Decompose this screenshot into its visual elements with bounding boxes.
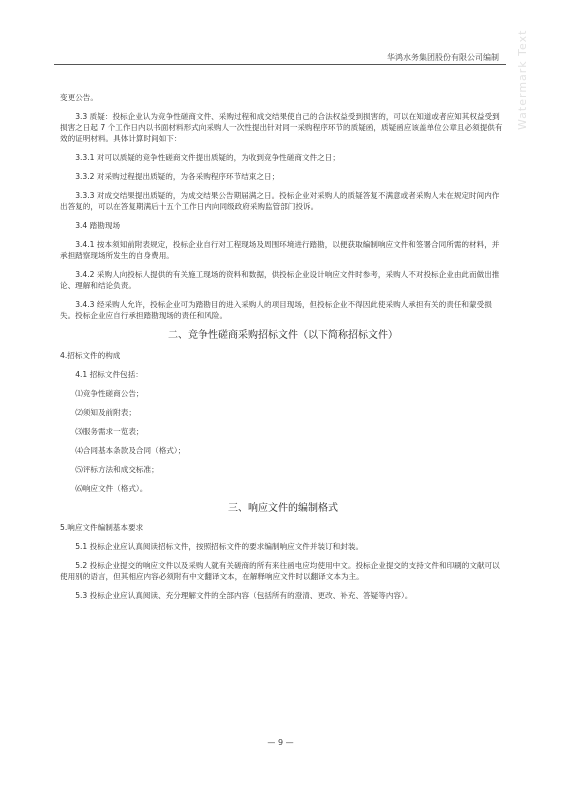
paragraph-5-3: 5.3 投标企业应认真阅读、充分理解文件的全部内容（包括所有的澄清、更改、补充、答疑等内容）。: [75, 591, 413, 600]
paragraph-3-4: 3.4 踏勘现场: [75, 221, 121, 230]
header-company-name: 华鸿水务集团股份有限公司编制: [387, 53, 499, 62]
list-item: ⑴竞争性磋商公告；: [75, 388, 144, 398]
list-item: ⑸评标方法和成交标准；: [75, 464, 159, 474]
paragraph-3-4-3: 3.4.3 经采购人允许，投标企业可为踏勘目的进入采购人的项目现场，但投标企业不得因此使采购人承担有关的责任和蒙受损失。投标企业应自行承担踏勘现场的责任和风险。: [60, 300, 492, 320]
section-heading-2: 二、竞争性磋商采购招标文件（以下简称招标文件）: [168, 330, 398, 341]
header-rule: [54, 64, 506, 65]
paragraph-3-3-1: 3.3.1 对可以质疑的竞争性磋商文件提出质疑的，为收到竞争性磋商文件之日；: [75, 153, 340, 162]
paragraph-5-1: 5.1 投标企业应认真阅读招标文件，按照招标文件的要求编制响应文件并装订和封装。: [75, 542, 364, 551]
list-item: ⑵须知及前附表；: [75, 407, 136, 417]
paragraph-5-2: 5.2 投标企业提交的响应文件以及采购人就有关磋商的所有来往函电应均使用中文。投标企业提交的支持文件和印刷的文献可以使用别的语言，但其相应内容必须附有中文翻译文本，在解释响应文件时以翻译文本为主。: [60, 561, 500, 581]
section-heading-3: 三、响应文件的编制格式: [228, 502, 338, 514]
paragraph-3-3-2: 3.3.2 对采购过程提出质疑的，为各采购程序环节结束之日；: [75, 172, 280, 181]
paragraph-3-4-1: 3.4.1 按本须知前附表规定，投标企业自行对工程现场及周围环境进行踏勘，以便获取编制响应文件和签署合同所需的材料，并承担踏察现场所发生的自身费用。: [60, 240, 500, 260]
list-item: ⑶服务需求一览表；: [75, 426, 144, 436]
paragraph-continuation: 变更公告。: [60, 93, 98, 102]
document-body: [60, 92, 506, 609]
paragraph-5: 5.响应文件编制基本要求: [60, 523, 144, 532]
list-item: ⑹响应文件（格式）。: [75, 483, 148, 493]
page-number: — 9 —: [267, 738, 294, 747]
watermark: Watermark Text: [516, 29, 529, 130]
paragraph-4-1: 4.1 招标文件包括：: [75, 369, 143, 379]
paragraph-3-3-3: 3.3.3 对成交结果提出质疑的，为成交结果公告期届满之日。投标企业对采购人的质疑答复不满意或者采购人未在规定时间内作出答复的，可以在答复期满后十五个工作日内向同级政府采购监管部门投诉。: [60, 191, 500, 211]
paragraph-3-3: 3.3 质疑：投标企业认为竞争性磋商文件、采购过程和成交结果使自己的合法权益受到损害的，可以在知道或者应知其权益受到损害之日起 7 个工作日内以书面材料形式向采购人一次性提出针对同一采购程序环节的质疑函，质疑函应该盖单位公章且必须提供有效的证明材料。具体计算时间如下：: [60, 112, 503, 143]
list-item: ⑷合同基本条款及合同（格式）；: [75, 445, 186, 455]
paragraph-4: 4.招标文件的构成: [60, 350, 121, 360]
paragraph-3-4-2: 3.4.2 采购人向投标人提供的有关施工现场的资料和数据，供投标企业设计响应文件时参考，采购人不对投标企业由此而做出推论、理解和结论负责。: [60, 270, 500, 290]
